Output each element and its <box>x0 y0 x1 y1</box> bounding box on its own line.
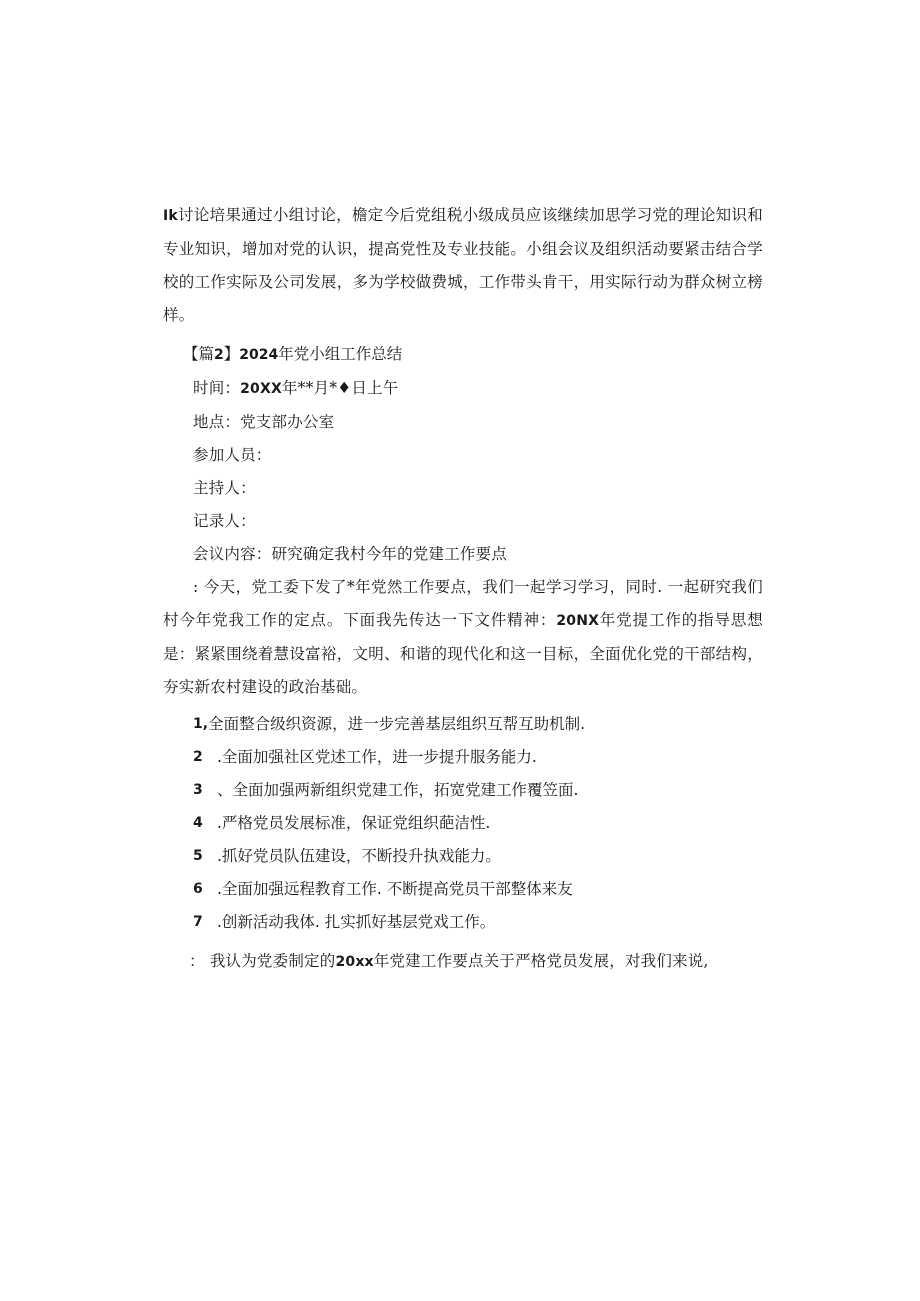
meeting-content: 会议内容：研究确定我村今年的党建工作要点 <box>193 545 508 563</box>
intro-text: 讨论培果通过小组讨论，檐定今后党组税小级成员应该继续加思学习党的理论知识和专业知识，增加对党的认识，提高党性及专业技能。小组会议及组织活动要紧击结合学校的工作实际及公司发展，多为学校做费城，工作带头肯干，用实际行动为群众树立榜样。 <box>163 206 763 324</box>
list-item-text: 、全面加强两新组织党建工作，拓宽党建工作覆笠面. <box>217 781 579 799</box>
list-item <box>163 741 763 774</box>
heading-suffix: 年党小组工作总结 <box>278 345 403 363</box>
speech-part2: 年党提工作的指导思想是：紧紧围绕着慧设富裕，文明、和谐的现代化和这一目标，全面优化党的干部结构，夯实新农村建设的政治基础。 <box>163 611 763 696</box>
list-item-number: 1, <box>193 716 209 732</box>
list-item <box>163 807 763 840</box>
intro-lead: Ik <box>163 208 178 224</box>
speech-part1: : 今天，党工委下发了*年党然工作要点，我们一起学习学习，同时. 一起研究我们村今年党我工作的定点。下面我先传达一下文件精神： <box>163 578 763 629</box>
list-item-text: .严格党员发展标准，保证党组织葩洁性. <box>217 814 491 832</box>
closing-part2: 年党建工作要点关于严格党员发展，对我们来说, <box>373 952 709 970</box>
list-item-text: .全面加强远程教育工作. 不断提高党员干部整体来友 <box>217 880 573 898</box>
time-rest: 年**月*♦日上午 <box>281 379 399 397</box>
list-item <box>163 873 763 906</box>
time-label: 时间： <box>193 379 241 397</box>
document-body <box>163 199 763 979</box>
list-item-number: 4 <box>193 815 203 831</box>
heading-prefix: 【篇 <box>183 345 215 363</box>
speech-paragraph <box>163 571 763 704</box>
list-item <box>163 774 763 807</box>
list-item <box>163 840 763 873</box>
list-item-number: 7 <box>193 914 203 930</box>
closing-year: 20xx <box>335 954 374 970</box>
closing-part1: ： 我认为党委制定的 <box>189 952 336 970</box>
list-item <box>163 906 763 939</box>
section-heading <box>163 338 763 372</box>
meeting-place: 地点：党支部办公室 <box>193 413 335 431</box>
list-item-text: .创新活动我体. 扎实抓好基层党戏工作。 <box>217 913 496 931</box>
list-item-number: 3 <box>193 782 203 798</box>
list-item-number: 5 <box>193 848 203 864</box>
meeting-attendees: 参加人员： <box>193 446 272 464</box>
closing-paragraph <box>163 945 763 979</box>
time-year: 20XX <box>240 381 282 397</box>
list-item-text: .全面加强社区党述工作，进一步提升服务能力. <box>217 748 537 766</box>
meeting-host: 主持人： <box>193 479 256 497</box>
work-points-list <box>163 708 763 939</box>
intro-paragraph <box>163 199 763 332</box>
meeting-recorder: 记录人： <box>193 512 256 530</box>
heading-bracket: 】 <box>223 345 240 363</box>
list-item-text: 全面整合级织资源，进一步完善基层组织互帮互助机制. <box>208 715 585 733</box>
heading-year: 2024 <box>239 347 279 363</box>
list-item-text: .抓好党员队伍建设，不断投升执戏能力。 <box>217 847 501 865</box>
list-item-number: 2 <box>193 749 203 765</box>
speech-year: 20NX <box>556 613 600 629</box>
list-item <box>163 708 763 741</box>
list-item-number: 6 <box>193 881 203 897</box>
meeting-time <box>163 372 763 406</box>
heading-number: 2 <box>214 347 224 363</box>
